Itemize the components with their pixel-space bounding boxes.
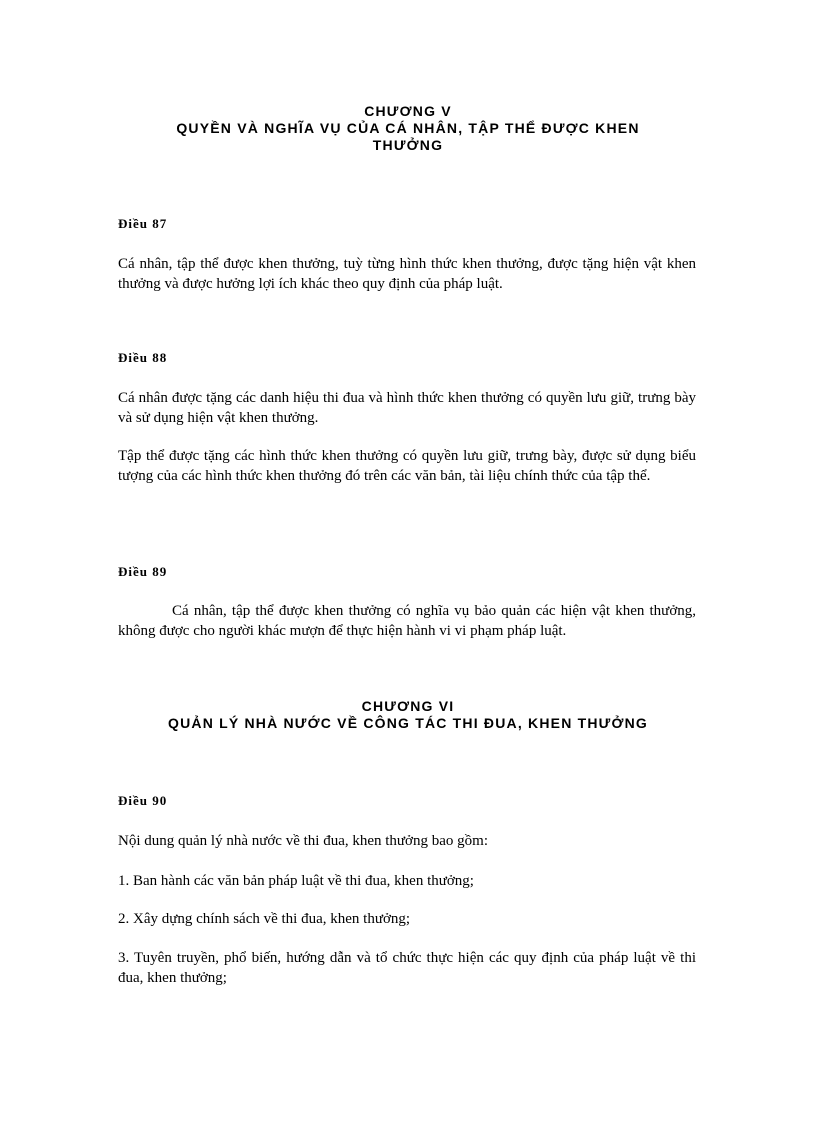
- article-87-heading: Điều 87: [118, 216, 168, 231]
- chapter-5-title-line-1: QUYỀN VÀ NGHĨA VỤ CỦA CÁ NHÂN, TẬP THỂ ĐƯỢC KHEN: [176, 120, 640, 136]
- chapter-6-heading: [118, 698, 698, 732]
- article-87-paragraph-1: Cá nhân, tập thể được khen thưởng, tuỳ từng hình thức khen thưởng, được tặng hiện vật khen thưởng và được hưởng lợi ích khác theo quy định của pháp luật.: [118, 256, 696, 292]
- article-89-paragraph-1: Cá nhân, tập thể được khen thưởng có nghĩa vụ bảo quản các hiện vật khen thưởng, không được cho người khác mượn để thực hiện hành vi vi phạm pháp luật.: [118, 603, 696, 639]
- article-90-item-1: 1. Ban hành các văn bản pháp luật về thi đua, khen thưởng;: [118, 873, 474, 889]
- article-88-paragraph-2: Tập thể được tặng các hình thức khen thưởng có quyền lưu giữ, trưng bày, được sử dụng biểu tượng của các hình thức khen thưởng đó trên các văn bản, tài liệu chính thức của tập thể.: [118, 448, 696, 484]
- article-90-item-2: 2. Xây dựng chính sách về thi đua, khen thưởng;: [118, 911, 411, 927]
- article-90-item-3: 3. Tuyên truyền, phổ biến, hướng dẫn và tổ chức thực hiện các quy định của pháp luật về thi đua, khen thưởng;: [118, 950, 696, 986]
- chapter-6-title: QUẢN LÝ NHÀ NƯỚC VỀ CÔNG TÁC THI ĐUA, KHEN THƯỞNG: [167, 715, 649, 731]
- article-89-heading: Điều 89: [118, 564, 168, 579]
- article-88-heading: Điều 88: [118, 350, 168, 365]
- article-90-paragraph-intro: Nội dung quản lý nhà nước về thi đua, khen thưởng bao gồm:: [118, 833, 488, 849]
- chapter-5-heading: [118, 103, 698, 154]
- article-90-heading: Điều 90: [118, 793, 168, 808]
- article-88-paragraph-1: Cá nhân được tặng các danh hiệu thi đua và hình thức khen thưởng có quyền lưu giữ, trưng bày và sử dụng hiện vật khen thưởng.: [118, 390, 696, 426]
- chapter-5-number: CHƯƠNG V: [364, 103, 452, 119]
- chapter-6-number: CHƯƠNG VI: [361, 698, 455, 714]
- chapter-5-title-line-2: THƯỞNG: [372, 137, 444, 153]
